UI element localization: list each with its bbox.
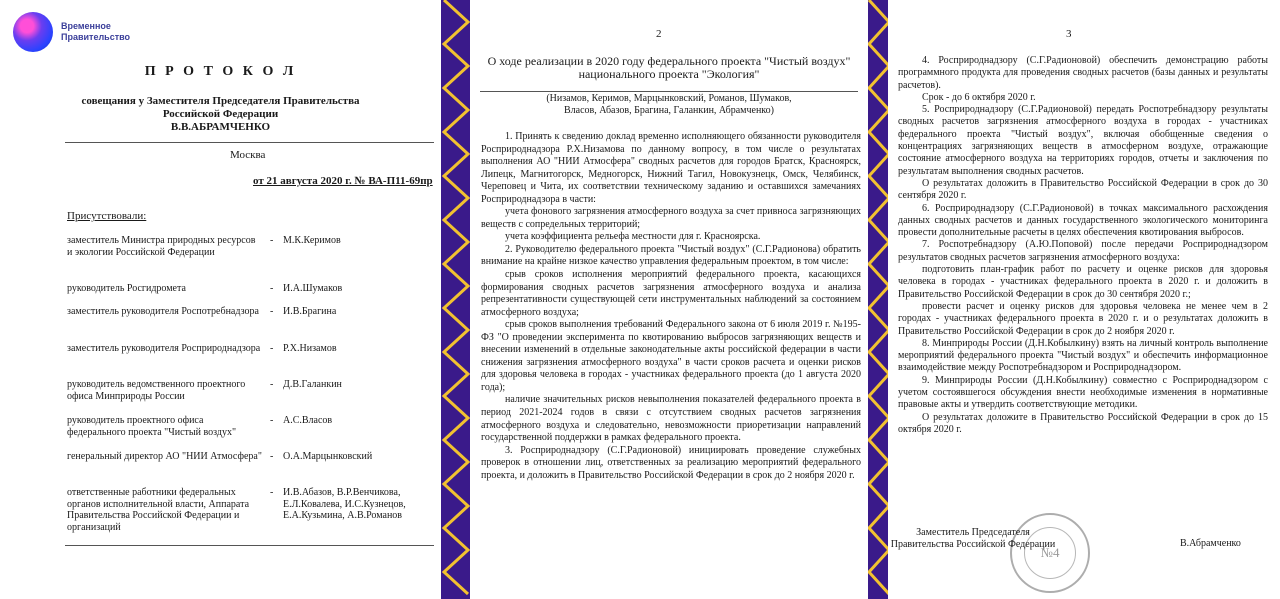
paragraph: подготовить план-график работ по расчету и оценке рисков для здоровья человека в городах - участниках федерального проекта в 2020 г. и доложить в Правительство Российской Федерации в срок до 30 сентября 2020 г.;	[898, 264, 1268, 300]
official-stamp-icon	[1010, 513, 1090, 593]
page-number: 3	[1066, 28, 1072, 40]
paragraph: учета фонового загрязнения атмосферного воздуха за счет привноса загрязняющих веществ с сопредельных территорий;	[481, 206, 861, 230]
attendee-dash: -	[270, 379, 274, 390]
subtitle-line-1: совещания у Заместителя Председателя Правительства	[81, 95, 360, 107]
protocol-page-2	[470, 0, 868, 599]
attendee-name: М.К.Керимов	[283, 235, 341, 246]
paragraph: срыв сроков выполнения требований Федерального закона от 6 июля 2019 г. №195-ФЗ "О проведении эксперимента по квотированию выбросов загрязняющих веществ и внесении изменений в отдельные законодательные акты российской федерации в части снижения загрязнения атмосферного воздуха" в части сроков расчета и оценки рисков для здоровья человека в городах - участниках федерального проекта (до 1 августа 2020 года);	[481, 319, 861, 393]
logo-line-1: Временное	[61, 21, 111, 31]
stamp-number: №4	[1040, 545, 1060, 560]
logo-line-2: Правительство	[61, 32, 131, 42]
attendee-dash: -	[270, 415, 274, 426]
paragraph: учета коэффициента рельефа местности для г. Красноярска.	[505, 231, 761, 243]
section-title	[470, 55, 868, 81]
protocol-subtitle	[0, 95, 441, 134]
attendee-role: заместитель руководителя Росприроднадзора	[67, 343, 261, 354]
paragraph: 4. Росприроднадзору (С.Г.Радионовой) обеспечить демонстрацию работы программного продукта для проведения сводных расчетов (базы данных и результаты расчетов).	[898, 55, 1268, 91]
attendee-name: О.А.Марцынковский	[283, 451, 373, 462]
protocol-page-3	[888, 0, 1280, 599]
paragraph: 1. Принять к сведению доклад временно исполняющего обязанности руководителя Росприроднадзора Р.Х.Низамова по данному вопросу, в том числе о результатах выполнения АО "НИИ Атмосфера" сводных расчетов для городов Братск, Красноярск, Липецк, Магнитогорск, Медногорск, Нижний Тагил, Новокузнецк, Омск, Челябинск, Череповец и Чита, их соответствии техническому заданию и оставшихся замечаниях Росприроднадзора в части:	[481, 131, 861, 205]
attendee-role: генеральный директор АО "НИИ Атмосфера"	[67, 451, 262, 462]
attendee-name: Р.Х.Низамов	[283, 343, 337, 354]
attendee-name: И.В.Абазов, В.Р.Венчикова, Е.Л.Ковалева, И.С.Кузнецов, Е.А.Кузьмина, А.В.Романов	[283, 487, 406, 521]
signatory-title	[888, 527, 1058, 551]
paragraph: Срок - до 6 октября 2020 г.	[922, 91, 1036, 103]
page-number: 2	[656, 28, 662, 40]
paragraph: 7. Роспотребнадзору (А.Ю.Поповой) после передачи Росприроднадзором результатов сводных расчетов загрязнения атмосферного воздуха:	[898, 239, 1268, 263]
participants	[470, 93, 868, 118]
paragraph: 3. Росприроднадзору (С.Г.Радионовой) инициировать проведение служебных проверок в отношении лиц, ответственных за реализацию мероприятий федерального проекта, и доложить в Правительство Российской Федерации в срок до 2 ноября 2020 г.	[481, 444, 861, 481]
attendee-role: заместитель Министра природных ресурсов и экологии Российской Федерации	[67, 235, 256, 258]
logo-text	[61, 21, 130, 43]
signatory-name: В.Абрамченко	[1180, 538, 1241, 549]
paragraph: 9. Минприроды России (Д.Н.Кобылкину) совместно с Росприроднадзором с учетом состоявшегося обсуждения внести необходимые изменения в нормативные правовые акты и утвердить соответствующие методики.	[898, 374, 1268, 411]
subtitle-line-2: Российской Федерации	[162, 108, 279, 120]
attendee-dash: -	[270, 343, 274, 354]
paragraph: срыв сроков исполнения мероприятий федерального проекта, касающихся формирования сводных расчетов загрязнения атмосферного воздуха и анализа репрезентативности существующей сети инструментальных наблюдений за состоянием атмосферного воздуха;	[481, 269, 861, 318]
participants-line-1: (Низамов, Керимов, Марцынковский, Романов, Шумаков,	[546, 93, 792, 104]
section-title-line-1: О ходе реализации в 2020 году федерального проекта "Чистый воздух"	[487, 54, 851, 68]
paragraph: провести расчет и оценку рисков для здоровья человека не менее чем в 2 городах - участниках федерального проекта в 2020 г. и о результатах доложить в Правительство Российской Федерации в срок до 2 ноября 2020 г.	[898, 300, 1268, 337]
subtitle-line-3: В.В.АБРАМЧЕНКО	[170, 121, 271, 133]
attendee-name: И.А.Шумаков	[283, 283, 343, 294]
protocol-title: П Р О Т О К О Л	[144, 64, 297, 79]
divider	[65, 545, 434, 546]
signatory-title-line-2: Правительства Российской Федерации	[890, 539, 1056, 550]
decision-text	[898, 55, 1268, 436]
paragraph: 2. Руководителю федерального проекта "Чистый воздух" (С.Г.Радионова) обратить внимание на крайне низкое качество управления федеральным проектом, в том числе:	[481, 243, 861, 268]
participants-line-2: Власов, Абазов, Брагина, Галанкин, Абрамченко)	[563, 105, 774, 117]
attendee-dash: -	[270, 235, 274, 246]
protocol-page-1	[0, 0, 441, 599]
paragraph: О результатах доложить в Правительство Российской Федерации в срок до 30 сентября 2020 г.	[898, 177, 1268, 202]
attendee-name: Д.В.Галанкин	[283, 379, 342, 390]
paragraph: 5. Росприроднадзору (С.Г.Радионовой) передать Роспотребнадзору результаты сводных расчетов загрязнения атмосферного воздуха в городах - участниках федерального проекта "Чистый воздух", включая обобщенные сведения о концентрациях загрязняющих веществ в атмосферном воздухе, отражающие состояние атмосферного воздуха на территориях городов, отчеты и заключения по результатам выполнения сводных расчетов.	[898, 104, 1268, 177]
divider	[480, 91, 858, 92]
attendee-role: заместитель руководителя Роспотребнадзора	[67, 306, 259, 317]
attendee-name: И.В.Брагина	[283, 306, 337, 317]
vremennoe-pravitelstvo-logo-icon	[13, 12, 53, 52]
attendee-role: ответственные работники федеральных органов исполнительной власти, Аппарата Правительства Российской Федерации и организаций	[67, 487, 250, 533]
attendee-role: руководитель проектного офиса федерального проекта "Чистый воздух"	[67, 415, 237, 438]
city: Москва	[230, 149, 266, 161]
attendee-dash: -	[270, 451, 274, 462]
paragraph: 8. Минприроды России (Д.Н.Кобылкину) взять на личный контроль выполнение мероприятий федерального проекта "Чистый воздух" и обеспечить информационное взаимодействие между Роспотребнадзором и Росприроднадзором.	[898, 337, 1268, 374]
attendee-role: руководитель ведомственного проектного офиса Минприроды России	[67, 379, 246, 402]
attendee-dash: -	[270, 487, 274, 498]
attendee-dash: -	[270, 283, 274, 294]
present-label: Присутствовали:	[67, 210, 147, 222]
decision-text	[481, 131, 861, 482]
protocol-date-number: от 21 августа 2020 г. № ВА-П11-69пр	[253, 175, 433, 187]
attendee-role: руководитель Росгидромета	[67, 283, 186, 294]
paragraph: О результатах доложите в Правительство Российской Федерации в срок до 15 октября 2020 г.	[898, 411, 1268, 435]
signatory-title-line-1: Заместитель Председателя	[916, 527, 1030, 538]
section-title-line-2: национального проекта "Экология"	[578, 67, 760, 81]
attendee-dash: -	[270, 306, 274, 317]
divider	[65, 142, 434, 143]
paragraph: 6. Росприроднадзору (С.Г.Радионовой) в точках максимального расхождения данных сводных расчетов и данных государственного экологического мониторинга провести дополнительные расчеты в целях обеспечения квотирования выбросов.	[898, 202, 1268, 239]
attendee-name: А.С.Власов	[283, 415, 333, 426]
paragraph: наличие значительных рисков невыполнения показателей федерального проекта в период 2021-2024 годов в связи с отсутствием сводных расчетов загрязнения атмосферного воздуха и следовательно, невозможности приоретизации направлений государственной поддержки в рамках федерального проекта.	[481, 394, 861, 444]
